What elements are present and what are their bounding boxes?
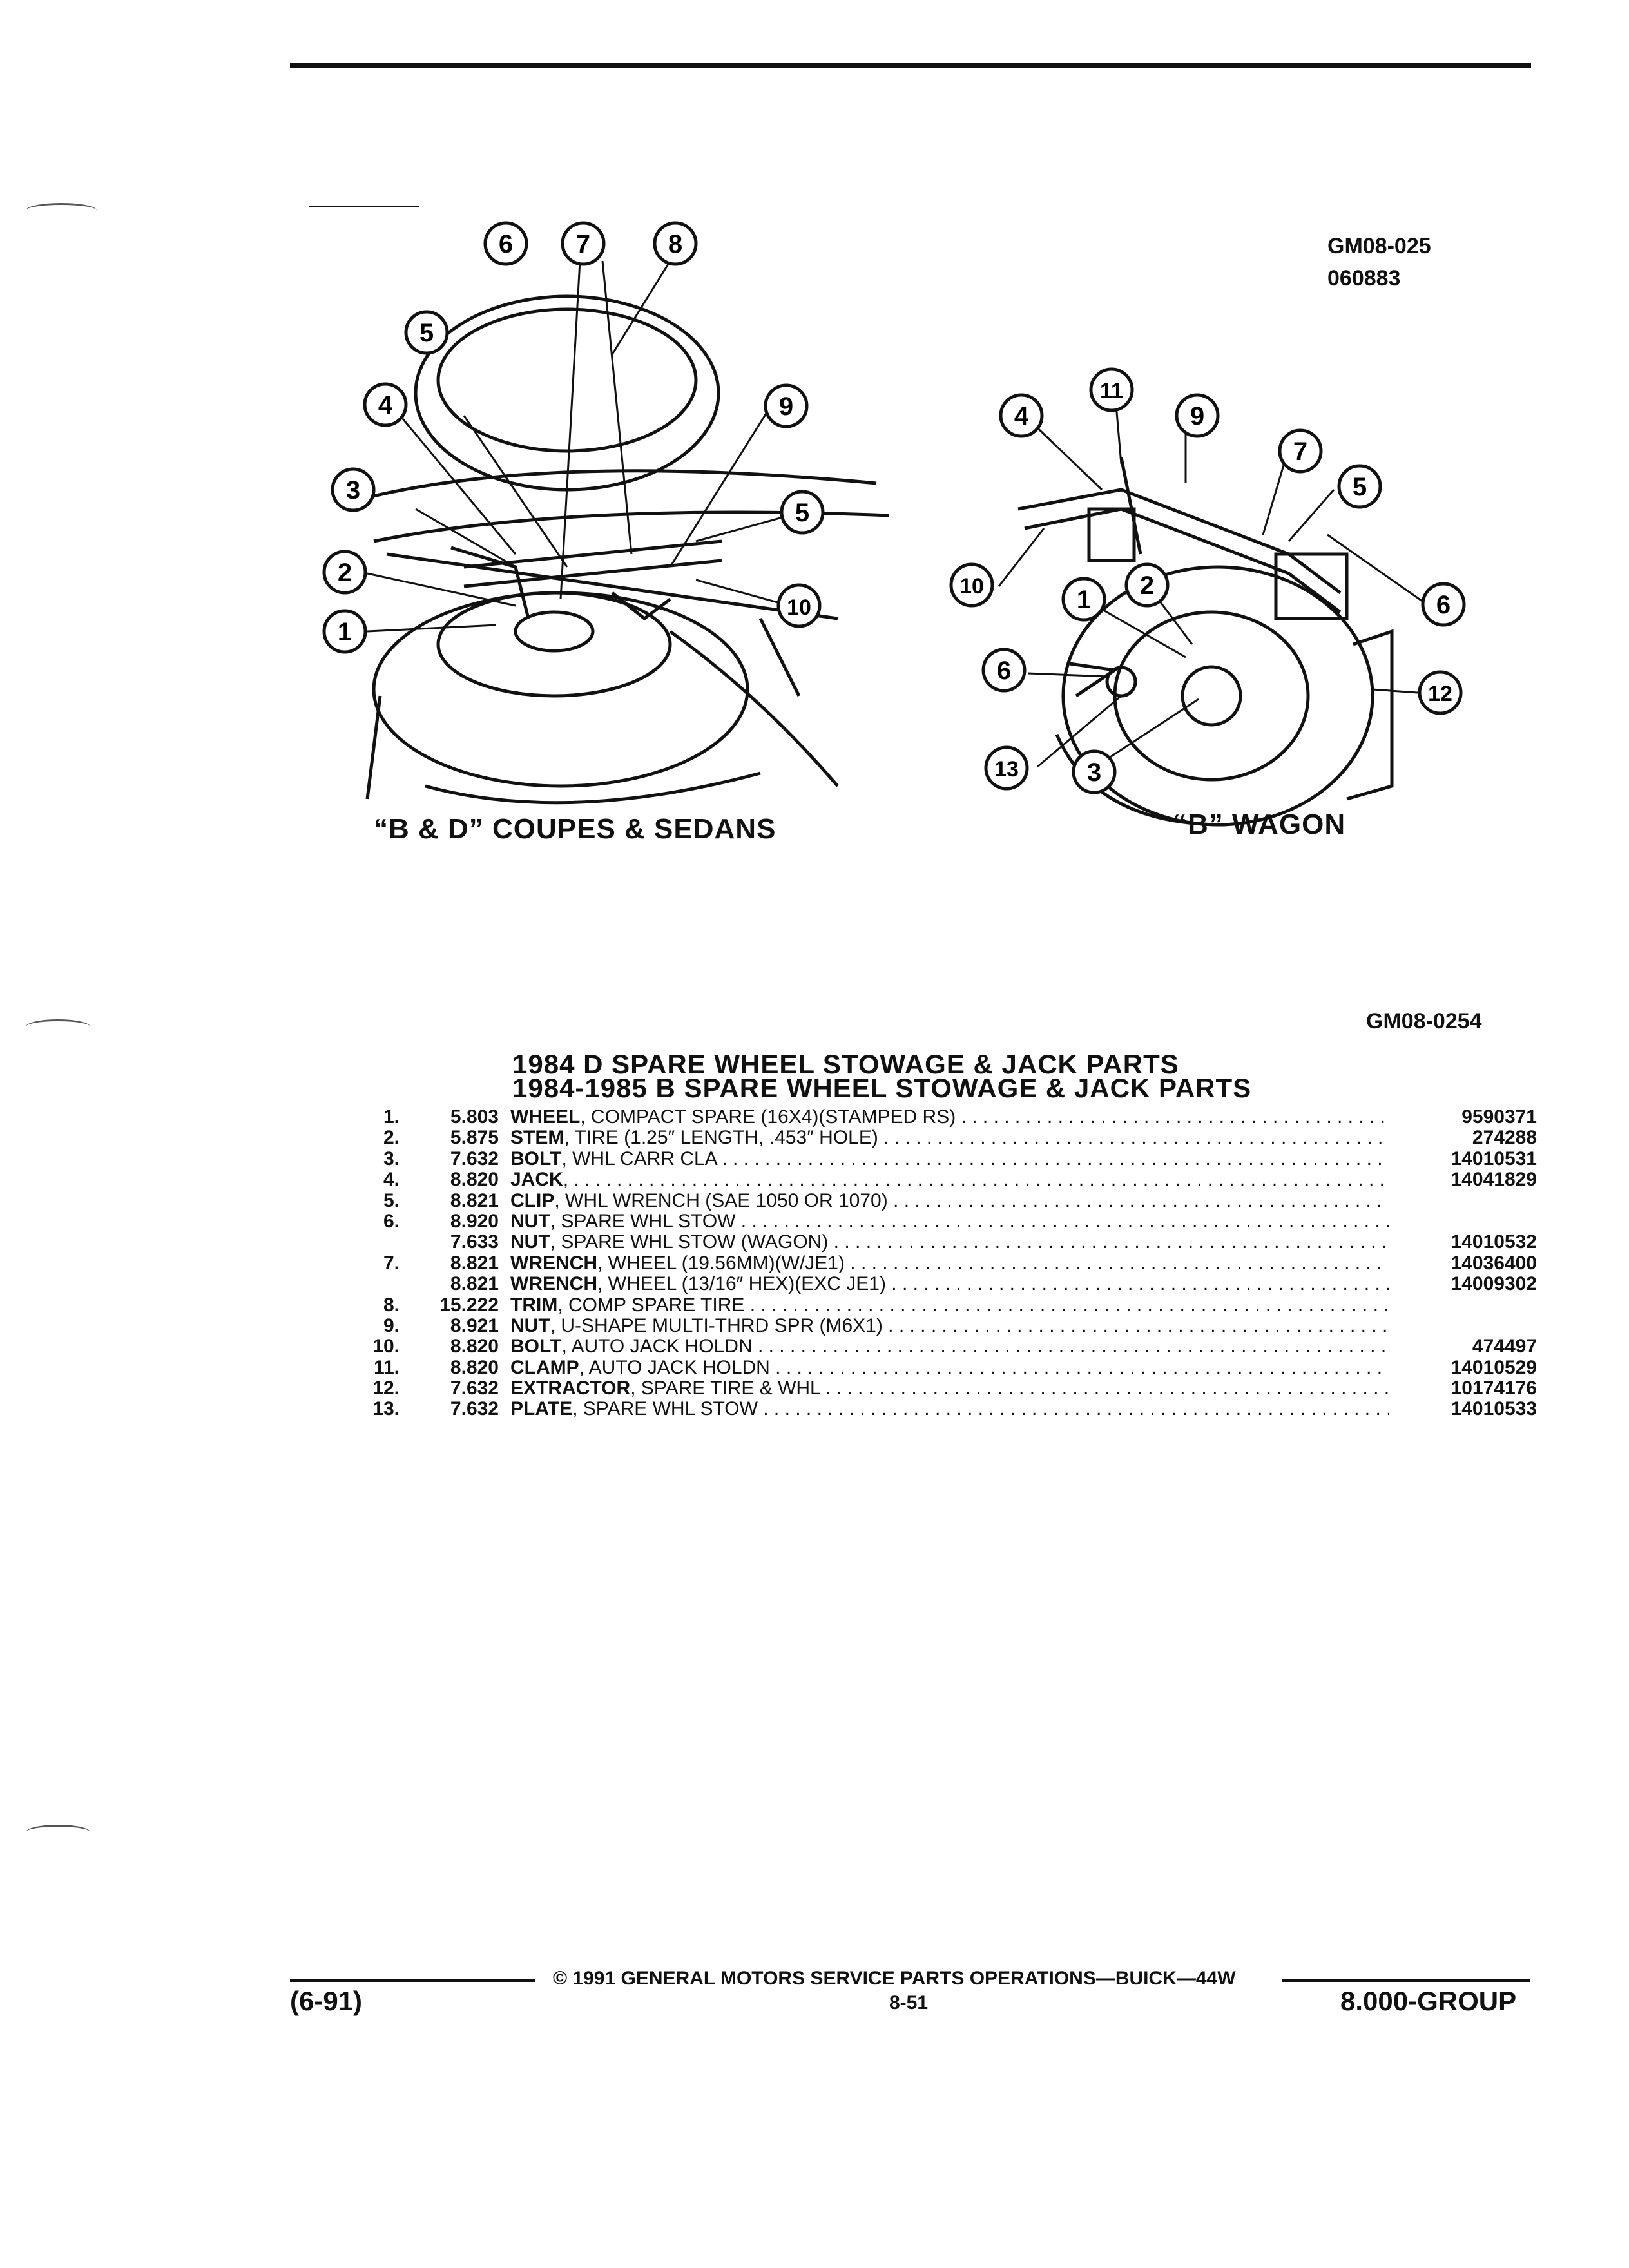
parts-row: [361, 1149, 1537, 1169]
part-detail: , U-SHAPE MULTI-THRD SPR (M6X1): [550, 1315, 883, 1336]
scan-mark: [26, 1019, 90, 1034]
callout-5b: [782, 492, 823, 533]
part-detail: , TIRE (1.25″ LENGTH, .453″ HOLE): [564, 1128, 878, 1149]
callout-label: 7: [575, 230, 591, 258]
part-number: 14010529: [1451, 1356, 1537, 1378]
callout-1: [1063, 579, 1104, 620]
parts-row: [361, 1169, 1537, 1190]
part-number: 14036400: [1451, 1252, 1537, 1274]
part-name: CLAMP: [510, 1357, 579, 1378]
part-description: [510, 1316, 1389, 1336]
part-detail: , WHL WRENCH (SAE 1050 OR 1070): [554, 1190, 888, 1211]
callout-label: 10: [959, 574, 984, 599]
callout-1: [324, 611, 365, 652]
part-name: PLATE: [510, 1399, 573, 1420]
group-number: 7.632: [450, 1378, 499, 1399]
callout-label: 9: [1190, 402, 1205, 430]
callout-7: [563, 223, 604, 264]
group-number: 7.632: [450, 1398, 499, 1420]
part-name: EXTRACTOR: [510, 1378, 631, 1399]
footer-group: 8.000-GROUP: [1340, 1986, 1517, 2016]
section-title-1: 1984 D SPARE WHEEL STOWAGE & JACK PARTS: [512, 1049, 1179, 1079]
part-description: [510, 1378, 1389, 1399]
part-number: 14010532: [1451, 1231, 1537, 1253]
callout-label: 2: [337, 559, 352, 587]
part-number: 14009302: [1451, 1273, 1537, 1295]
callout-label: 5: [1352, 473, 1367, 501]
part-detail: , WHEEL (13/16″ HEX)(EXC JE1): [597, 1274, 886, 1295]
group-number: 8.821: [450, 1273, 499, 1295]
parts-row: [361, 1274, 1537, 1294]
parts-row: [361, 1211, 1537, 1232]
callout-label: 1: [1076, 586, 1092, 614]
scan-mark: [26, 203, 97, 218]
callout-4: [1001, 395, 1042, 436]
callout-9: [766, 385, 807, 427]
figure-code-left: GM08-025: [1327, 234, 1431, 258]
callout-10: [778, 585, 820, 626]
figure-code-right: 060883: [1327, 266, 1401, 291]
callout-label: 12: [1428, 682, 1452, 706]
part-number: 10174176: [1451, 1378, 1537, 1399]
callout-label: 9: [778, 392, 794, 421]
part-detail: , AUTO JACK HOLDN: [561, 1336, 753, 1358]
part-number: 9590371: [1461, 1106, 1537, 1128]
parts-row: [361, 1399, 1537, 1419]
item-number: 8.: [383, 1294, 400, 1316]
footer-rule-right: [1282, 1979, 1530, 1982]
part-name: BOLT: [510, 1148, 562, 1169]
part-description: [510, 1358, 1389, 1378]
part-name: NUT: [510, 1211, 550, 1232]
part-description: [510, 1399, 1389, 1419]
part-detail: , SPARE WHL STOW: [550, 1211, 736, 1232]
footer-rule-left: [290, 1979, 535, 1982]
callout-9: [1177, 395, 1218, 436]
part-description: [510, 1107, 1389, 1128]
part-name: NUT: [510, 1315, 550, 1336]
item-number: 2.: [383, 1127, 400, 1149]
callout-label: 3: [345, 476, 361, 505]
part-description: [510, 1169, 1389, 1190]
parts-row: [361, 1232, 1537, 1253]
callout-6: [1423, 584, 1464, 625]
item-number: 12.: [372, 1378, 400, 1399]
section-title-2: 1984-1985 B SPARE WHEEL STOWAGE & JACK PARTS: [512, 1073, 1252, 1103]
callout-label: 6: [1436, 591, 1451, 619]
footer-date: (6-91): [290, 1986, 363, 2016]
callout-label: 11: [1100, 379, 1123, 403]
part-number: 274288: [1472, 1127, 1537, 1149]
figure-code-table: GM08-0254: [1366, 1009, 1482, 1033]
part-description: [510, 1253, 1389, 1274]
callout-5: [1339, 466, 1380, 507]
callout-label: 4: [378, 391, 393, 419]
callout-13: [986, 747, 1027, 789]
callout-6: [485, 223, 526, 264]
scan-mark: [26, 1825, 90, 1840]
parts-row: [361, 1191, 1537, 1211]
callout-label: 6: [498, 230, 514, 258]
callout-4: [365, 384, 406, 425]
footer-page-number: 8-51: [889, 1992, 929, 2013]
parts-row: [361, 1316, 1537, 1336]
callout-10: [951, 564, 992, 606]
part-name: WHEEL: [510, 1107, 581, 1128]
group-number: 7.632: [450, 1148, 499, 1169]
callout-6b: [983, 649, 1025, 691]
part-detail: , WHL CARR CLA: [561, 1148, 717, 1169]
item-number: 3.: [383, 1148, 400, 1169]
part-detail: , COMP SPARE TIRE: [557, 1294, 745, 1316]
parts-list: [361, 1107, 1537, 1420]
part-description: [510, 1149, 1389, 1169]
part-detail: , AUTO JACK HOLDN: [579, 1357, 770, 1378]
group-number: 8.820: [450, 1336, 499, 1358]
part-name: CLIP: [510, 1190, 555, 1211]
callout-label: 8: [668, 230, 683, 258]
caption-coupes-sedans: “B & D” COUPES & SEDANS: [374, 813, 776, 845]
item-number: 9.: [383, 1314, 400, 1336]
part-number: 14010533: [1451, 1398, 1537, 1420]
item-number: 1.: [383, 1106, 400, 1128]
part-description: [510, 1191, 1389, 1211]
callout-label: 6: [996, 657, 1012, 685]
parts-row: [361, 1378, 1537, 1399]
parts-row: [361, 1253, 1537, 1274]
callout-11: [1091, 369, 1132, 410]
callout-label: 3: [1086, 758, 1102, 787]
callout-label: 13: [994, 757, 1019, 782]
parts-row: [361, 1128, 1537, 1148]
callout-label: 4: [1014, 402, 1029, 430]
item-number: 5.: [383, 1189, 400, 1211]
part-description: [510, 1274, 1389, 1294]
callout-7: [1280, 430, 1321, 472]
group-number: 8.821: [450, 1189, 499, 1211]
part-detail: , WHEEL (19.56MM)(W/JE1): [597, 1253, 845, 1274]
callout-2: [1126, 564, 1168, 606]
part-name: WRENCH: [510, 1253, 597, 1274]
item-number: 6.: [383, 1210, 400, 1232]
part-name: TRIM: [510, 1294, 558, 1316]
item-number: 4.: [383, 1169, 400, 1191]
caption-wagon: “B” WAGON: [1173, 809, 1346, 840]
group-number: 8.921: [450, 1314, 499, 1336]
group-number: 7.633: [450, 1231, 499, 1253]
part-number: 14041829: [1451, 1169, 1537, 1191]
figure-wagon: [928, 361, 1495, 838]
parts-row: [361, 1107, 1537, 1128]
callout-3: [333, 469, 374, 510]
top-rule: [290, 63, 1531, 68]
group-number: 15.222: [439, 1294, 499, 1316]
part-description: [510, 1336, 1389, 1357]
part-name: JACK: [510, 1169, 563, 1191]
part-description: [510, 1211, 1389, 1232]
figure-coupes-sedans-drawing: [309, 206, 928, 812]
part-detail: , SPARE WHL STOW (WAGON): [550, 1232, 829, 1253]
parts-row: [361, 1358, 1537, 1378]
part-name: NUT: [510, 1232, 550, 1253]
part-detail: , COMPACT SPARE (16X4)(STAMPED RS): [580, 1107, 956, 1128]
part-name: BOLT: [510, 1336, 562, 1358]
group-number: 8.820: [450, 1169, 499, 1191]
group-number: 8.920: [450, 1210, 499, 1232]
part-description: [510, 1128, 1389, 1148]
part-detail: , SPARE TIRE & WHL: [630, 1378, 820, 1399]
item-number: 7.: [383, 1252, 400, 1274]
part-number: 474497: [1472, 1336, 1537, 1358]
part-name: WRENCH: [510, 1274, 597, 1295]
part-description: [510, 1232, 1389, 1253]
callout-label: 1: [337, 618, 352, 646]
item-number: 13.: [372, 1398, 400, 1420]
parts-row: [361, 1336, 1537, 1357]
callout-label: 7: [1293, 437, 1308, 466]
callout-label: 5: [795, 499, 810, 527]
callout-5: [406, 312, 447, 353]
callout-circles-right: [951, 369, 1464, 793]
group-number: 5.875: [450, 1127, 499, 1149]
item-number: 11.: [373, 1356, 400, 1378]
part-detail: ,: [563, 1169, 569, 1191]
callout-2: [324, 552, 365, 593]
group-number: 8.821: [450, 1252, 499, 1274]
footer-copyright: © 1991 GENERAL MOTORS SERVICE PARTS OPERATIONS—BUICK—44W: [553, 1968, 1236, 1989]
part-detail: , SPARE WHL STOW: [572, 1399, 758, 1420]
callout-label: 10: [787, 595, 811, 620]
callout-12: [1420, 672, 1461, 713]
part-number: 14010531: [1451, 1148, 1537, 1169]
item-number: 10.: [372, 1336, 400, 1358]
group-number: 8.820: [450, 1356, 499, 1378]
callout-label: 2: [1139, 572, 1155, 600]
figure-coupes-sedans: [309, 206, 928, 812]
part-description: [510, 1295, 1389, 1316]
callout-label: 5: [419, 319, 434, 347]
group-number: 5.803: [450, 1106, 499, 1128]
callout-circles-left: [324, 223, 823, 652]
figure-wagon-drawing: [928, 361, 1495, 838]
callout-8: [655, 223, 696, 264]
parts-row: [361, 1295, 1537, 1316]
part-name: STEM: [510, 1128, 564, 1149]
callout-3: [1074, 751, 1115, 793]
